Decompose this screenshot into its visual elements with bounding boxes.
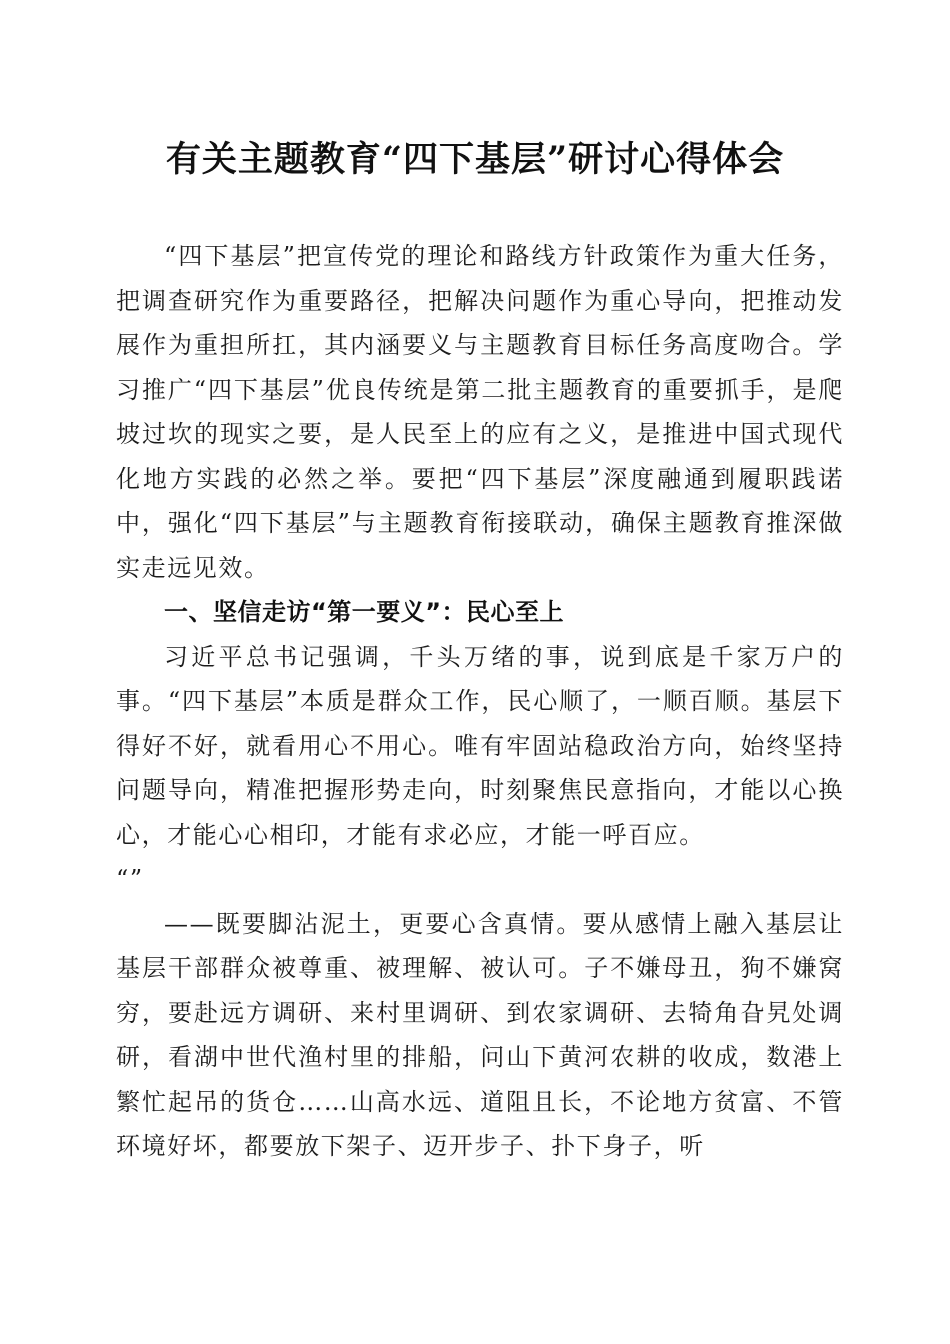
section-1-subparagraph: ——既要脚沾泥土，更要心含真情。要从感情上融入基层让基层干部群众被尊重、被理解、被认可。子不嫌母丑，狗不嫌窝穷，要赴远方调研、来村里调研、到农家调研、去犄角旮旯处调研，看湖中世代渔村里的排船，问山下黄河农耕的收成，数港上繁忙起吊的货仓……山高水远、道阻且长，不论地方贫富、不管环境好坏，都要放下架子、迈开步子、扑下身子，听 <box>116 909 844 1160</box>
document-title: 有关主题教育“四下基层”研讨心得体会 <box>165 139 785 180</box>
intro-paragraph: “四下基层”把宣传党的理论和路线方针政策作为重大任务，把调查研究作为重要路径，把解决问题作为重心导向，把推动发展作为重担所扛，其内涵要义与主题教育目标任务高度吻合。学习推广“四下基层”优良传统是第二批主题教育的重要抓手，是爬坡过坎的现实之要，是人民至上的应有之义，是推进中国式现代化地方实践的必然之举。要把“四下基层”深度融通到履职践诺中，强化“四下基层”与主题教育衔接联动，确保主题教育推深做实走远见效。 <box>116 242 844 582</box>
section-heading-1: 一、坚信走访“第一要义”：民心至上 <box>164 598 565 626</box>
document-body <box>116 234 844 1169</box>
section-1-paragraph: 习近平总书记强调，千头万绪的事，说到底是千家万户的事。“四下基层”本质是群众工作，民心顺了，一顺百顺。基层下得好不好，就看用心不用心。唯有牢固站稳政治方向，始终坚持问题导向，精准把握形势走向，时刻聚焦民意指向，才能以心换心，才能心心相印，才能有求必应，才能一呼百应。 <box>116 642 844 849</box>
empty-quote-marks: “” <box>116 865 144 893</box>
